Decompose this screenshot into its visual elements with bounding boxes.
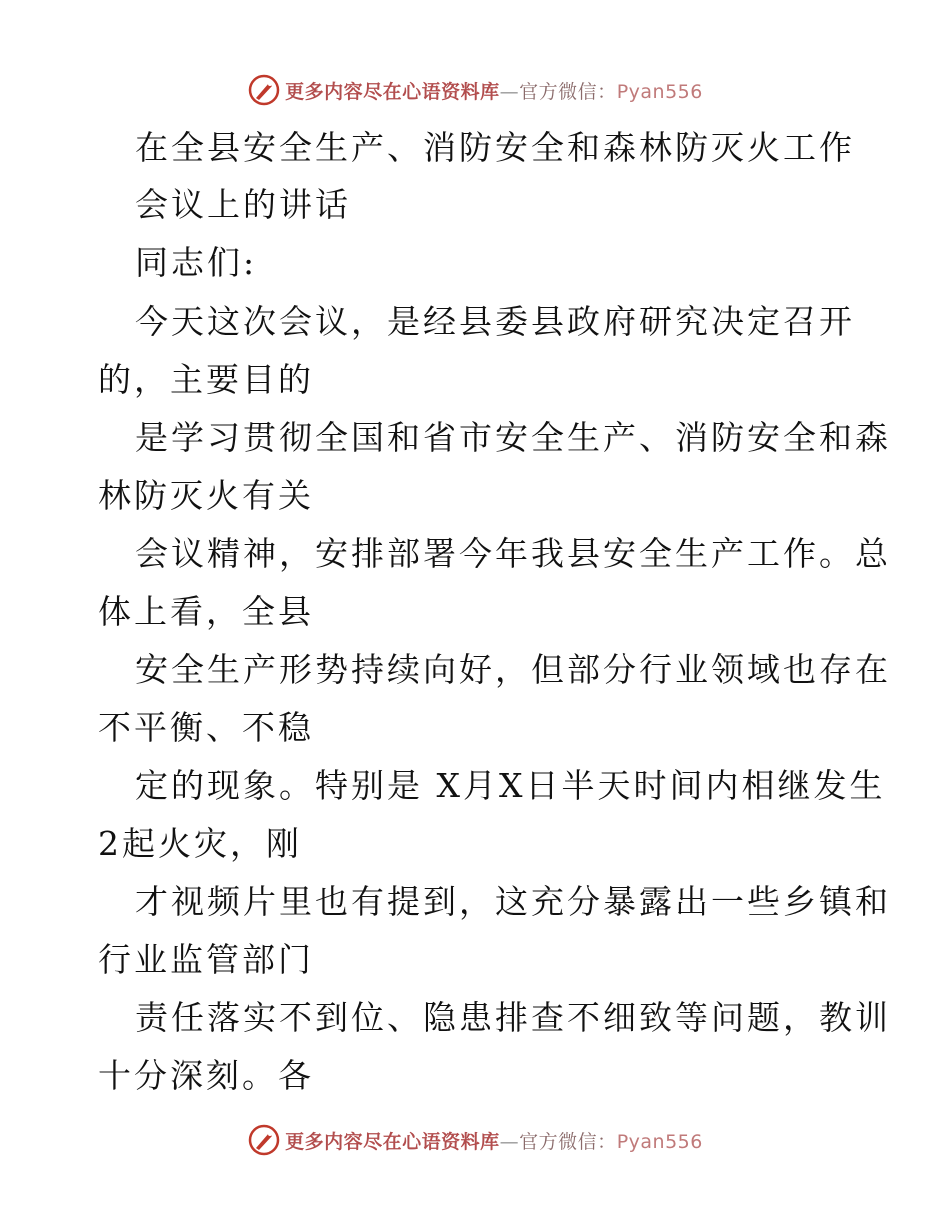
- banner-wechat-id: Pyan556: [616, 80, 703, 103]
- paragraph-line: 的，主要目的: [98, 360, 314, 399]
- paragraph-line: 十分深刻。各: [98, 1056, 314, 1095]
- paragraph-line: 行业监管部门: [98, 940, 314, 979]
- banner-brand: 更多内容尽在心语资料库: [285, 80, 500, 103]
- paragraph-line: 责任落实不到位、隐患排查不细致等问题，教训: [135, 998, 891, 1037]
- paragraph-line: 今天这次会议，是经县委县政府研究决定召开: [135, 302, 855, 341]
- pen-nib-logo-icon: [247, 1123, 281, 1157]
- salutation: 同志们:: [135, 243, 258, 282]
- title-line-1: 在全县安全生产、消防安全和森林防灭火工作: [135, 128, 855, 167]
- banner-brand: 更多内容尽在心语资料库: [285, 1130, 500, 1153]
- footer-banner: [0, 1120, 950, 1160]
- paragraph-line: 不平衡、不稳: [98, 708, 314, 747]
- banner-wechat-id: Pyan556: [616, 1130, 703, 1153]
- paragraph-line: 才视频片里也有提到，这充分暴露出一些乡镇和: [135, 882, 891, 921]
- paragraph-line: 会议精神，安排部署今年我县安全生产工作。总: [135, 534, 891, 573]
- title-line-2: 会议上的讲话: [135, 185, 351, 224]
- paragraph-line: 是学习贯彻全国和省市安全生产、消防安全和森: [135, 418, 891, 457]
- banner-text: [285, 1127, 703, 1154]
- banner-dash: —: [499, 80, 520, 103]
- paragraph-line: 林防灭火有关: [98, 476, 314, 515]
- banner-dash: —: [499, 1130, 520, 1153]
- paragraph-line: 2起火灾，刚: [98, 824, 302, 863]
- paragraph-line: 安全生产形势持续向好，但部分行业领域也存在: [135, 650, 891, 689]
- paragraph-line: 定的现象。特别是 X月X日半天时间内相继发生: [135, 766, 886, 805]
- paragraph-line: 体上看，全县: [98, 592, 314, 631]
- banner-label: 官方微信：: [519, 80, 617, 103]
- banner-label: 官方微信：: [519, 1130, 617, 1153]
